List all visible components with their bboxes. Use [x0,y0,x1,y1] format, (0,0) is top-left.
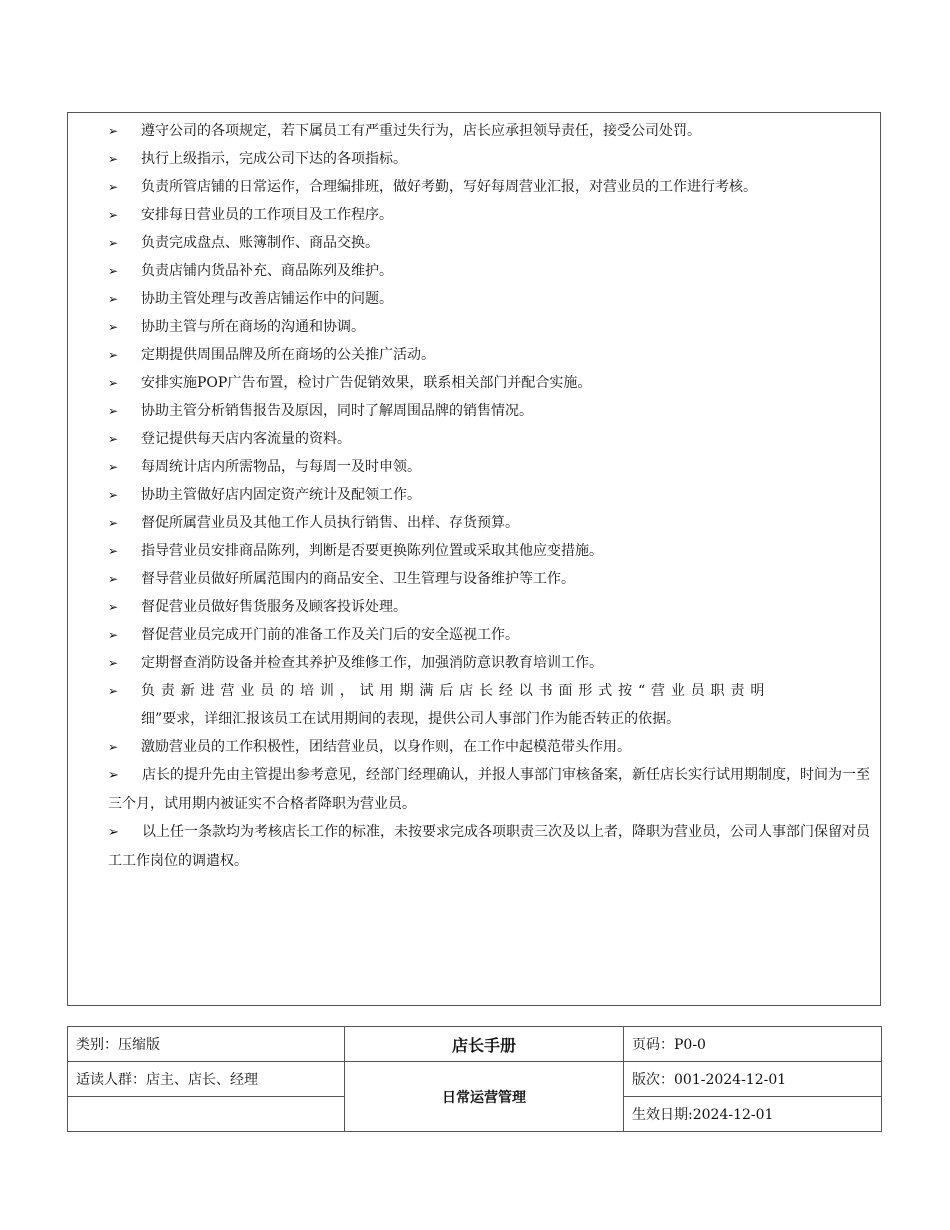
arrow-bullet-icon: ➢ [108,572,119,586]
list-item: ➢ 定期提供周围品牌及所在商场的公关推广活动。 [68,341,880,369]
list-item: ➢ 指导营业员安排商品陈列，判断是否要更换陈列位置或采取其他应变措施。 [68,537,880,565]
arrow-bullet-icon: ➢ [108,124,119,138]
category-cell: 类别：压缩版 [68,1027,345,1062]
promotion-paragraph: ➢ 店长的提升先由主管提出参考意见，经部门经理确认，并报人事部门审核备案，新任店长实行试用期制度，时间为一至三个月，试用期内被证实不合格者降职为营业员。 [68,761,880,818]
list-item: ➢ 安排每日营业员的工作项目及工作程序。 [68,201,880,229]
arrow-bullet-icon: ➢ [108,488,119,502]
list-item: ➢ 督导营业员做好所属范围内的商品安全、卫生管理与设备维护等工作。 [68,565,880,593]
list-item: ➢ 协助主管处理与改善店铺运作中的问题。 [68,285,880,313]
arrow-bullet-icon: ➢ [108,320,119,334]
arrow-bullet-icon: ➢ [108,264,119,278]
arrow-bullet-icon: ➢ [108,825,119,840]
arrow-bullet-icon: ➢ [108,740,119,754]
version-cell: 版次：001-2024-12-01 [624,1062,882,1097]
assessment-paragraph: ➢ 以上任一条款均为考核店长工作的标准，未按要求完成各项职责三次及以上者，降职为营业员，公司人事部门保留对员工工作岗位的调遣权。 [68,818,880,875]
list-item: ➢ 激励营业员的工作积极性，团结营业员，以身作则，在工作中起模范带头作用。 [68,733,880,761]
arrow-bullet-icon: ➢ [108,404,119,418]
arrow-bullet-icon: ➢ [108,460,119,474]
arrow-bullet-icon: ➢ [108,180,119,194]
audience-cell: 适读人群：店主、店长、经理 [68,1062,345,1097]
arrow-bullet-icon: ➢ [108,348,119,362]
arrow-bullet-icon: ➢ [108,768,119,783]
arrow-bullet-icon: ➢ [108,236,119,250]
list-item: ➢ 督促营业员做好售货服务及顾客投诉处理。 [68,593,880,621]
list-item: ➢ 安排实施POP广告布置，检讨广告促销效果，联系相关部门并配合实施。 [68,369,880,397]
list-item-training: ➢ 负责新进营业员的培训，试用期满后店长经以书面形式按“营业员职责明 细”要求，详细汇报该员工在试用期间的表现，提供公司人事部门作为能否转正的依据。 [68,677,880,733]
page-number-cell: 页码：P0-0 [624,1027,882,1062]
list-item: ➢ 定期督查消防设备并检查其养护及维修工作，加强消防意识教育培训工作。 [68,649,880,677]
list-item: ➢ 协助主管分析销售报告及原因，同时了解周围品牌的销售情况。 [68,397,880,425]
arrow-bullet-icon: ➢ [108,208,119,222]
arrow-bullet-icon: ➢ [108,432,119,446]
empty-cell [68,1097,345,1132]
list-item: ➢ 负责所管店铺的日常运作，合理编排班，做好考勤，写好每周营业汇报，对营业员的工作进行考核。 [68,173,880,201]
arrow-bullet-icon: ➢ [108,516,119,530]
content-box [67,112,881,1006]
list-item: ➢ 负责完成盘点、账簿制作、商品交换。 [68,229,880,257]
manual-title: 店长手册 [345,1027,624,1062]
arrow-bullet-icon: ➢ [108,376,119,390]
list-item: ➢ 督促营业员完成开门前的准备工作及关门后的安全巡视工作。 [68,621,880,649]
list-item: ➢ 执行上级指示，完成公司下达的各项指标。 [68,145,880,173]
arrow-bullet-icon: ➢ [108,292,119,306]
list-item: ➢ 遵守公司的各项规定，若下属员工有严重过失行为，店长应承担领导责任，接受公司处罚。 [68,117,880,145]
arrow-bullet-icon: ➢ [108,628,119,642]
list-item: ➢ 协助主管做好店内固定资产统计及配领工作。 [68,481,880,509]
arrow-bullet-icon: ➢ [108,684,119,698]
list-item: ➢ 登记提供每天店内客流量的资料。 [68,425,880,453]
effective-date-cell: 生效日期:2024-12-01 [624,1097,882,1132]
policy-paragraphs [68,761,880,875]
arrow-bullet-icon: ➢ [108,544,119,558]
arrow-bullet-icon: ➢ [108,656,119,670]
document-footer-table [67,1026,882,1132]
list-item: ➢ 负责店铺内货品补充、商品陈列及维护。 [68,257,880,285]
duty-list [68,117,880,761]
section-title: 日常运营管理 [345,1062,624,1132]
list-item: ➢ 督促所属营业员及其他工作人员执行销售、出样、存货预算。 [68,509,880,537]
arrow-bullet-icon: ➢ [108,152,119,166]
list-item: ➢ 每周统计店内所需物品，与每周一及时申领。 [68,453,880,481]
list-item: ➢ 协助主管与所在商场的沟通和协调。 [68,313,880,341]
arrow-bullet-icon: ➢ [108,600,119,614]
